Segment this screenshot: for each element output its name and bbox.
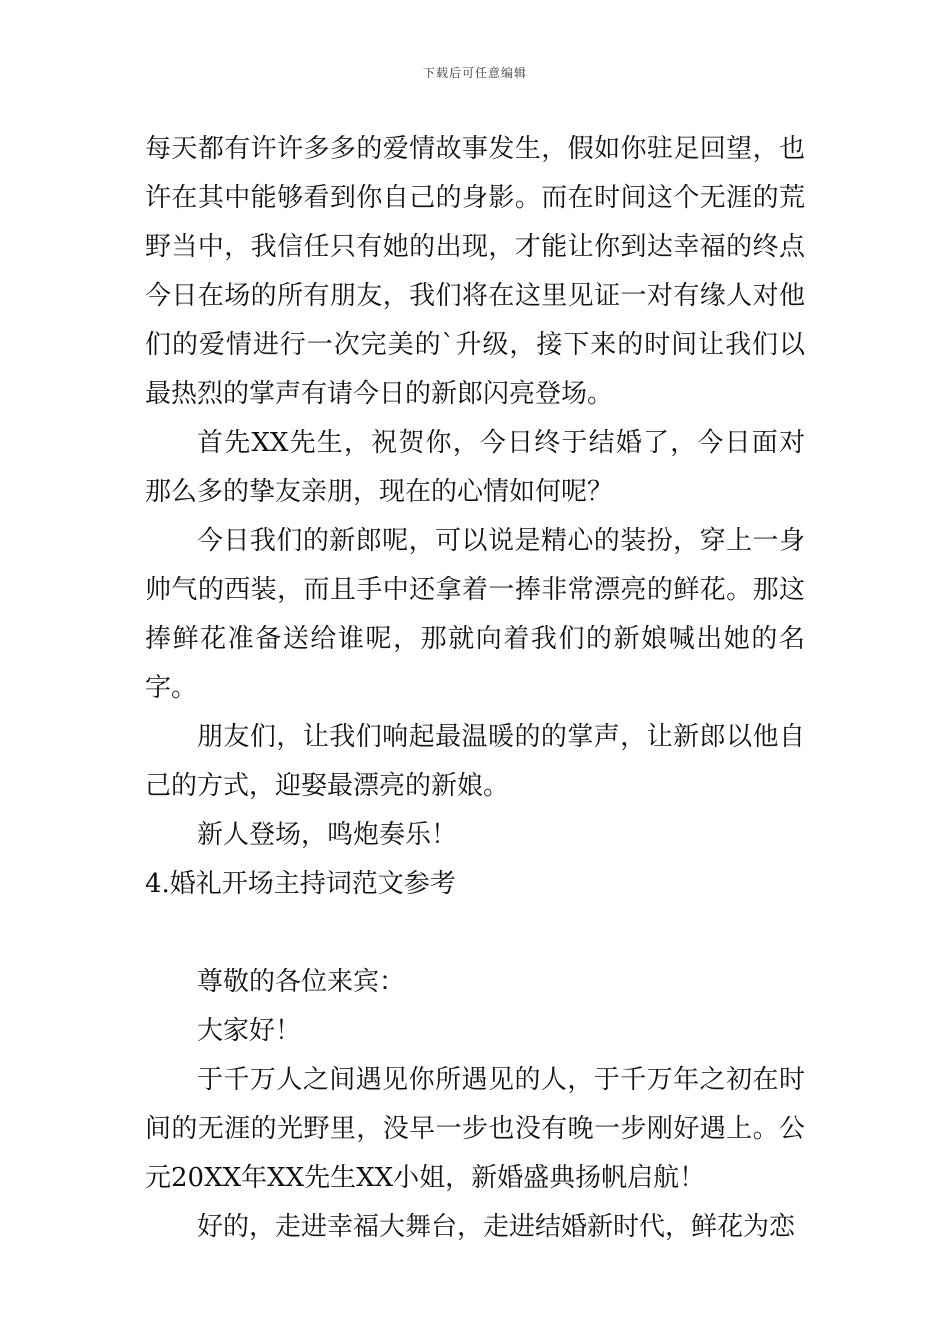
paragraph-stage: 好的，走进幸福大舞台，走进结婚新时代，鲜花为恋 <box>197 1212 796 1242</box>
paragraph-groom-greeting: 首先XX先生，祝贺你，今日终于结婚了，今日面对那么多的挚友亲朋，现在的心情如何呢？ <box>145 428 805 507</box>
blank-line <box>145 909 805 958</box>
paragraph-opening: 每天都有许许多多的爱情故事发生，假如你驻足回望，也许在其中能够看到你自己的身影。而在时间这个无涯的荒野当中，我信任只有她的出现，才能让你到达幸福的终点今日在场的所有朋友，我们将在这里见证一对有缘人对他们的爱情进行一次完美的`升级，接下来的时间让我们以最热烈的掌声有请今日的新郎闪亮登场。 <box>145 134 805 409</box>
paragraph-hello: 大家好！ <box>197 1016 302 1046</box>
paragraph-meeting: 于千万人之间遇见你所遇见的人，于千万年之初在时间的无涯的光野里，没早一步也没有晚一步刚好遇上。公元20XX年XX先生XX小姐，新婚盛典扬帆启航！ <box>145 1065 805 1193</box>
paragraph-salutation: 尊敬的各位来宾： <box>197 967 406 997</box>
paragraph-entrance: 新人登场，鸣炮奏乐！ <box>197 820 458 850</box>
paragraph-applause: 朋友们，让我们响起最温暖的的掌声，让新郎以他自己的方式，迎娶最漂亮的新娘。 <box>145 722 805 801</box>
paragraph-groom-description: 今日我们的新郎呢，可以说是精心的装扮，穿上一身帅气的西装，而且手中还拿着一捧非常漂亮的鲜花。那这捧鲜花准备送给谁呢，那就向着我们的新娘喊出她的名字。 <box>145 526 805 703</box>
document-body <box>145 125 805 1252</box>
header-note: 下载后可任意编辑 <box>422 66 527 80</box>
section-heading: 4.婚礼开场主持词范文参考 <box>145 869 456 899</box>
